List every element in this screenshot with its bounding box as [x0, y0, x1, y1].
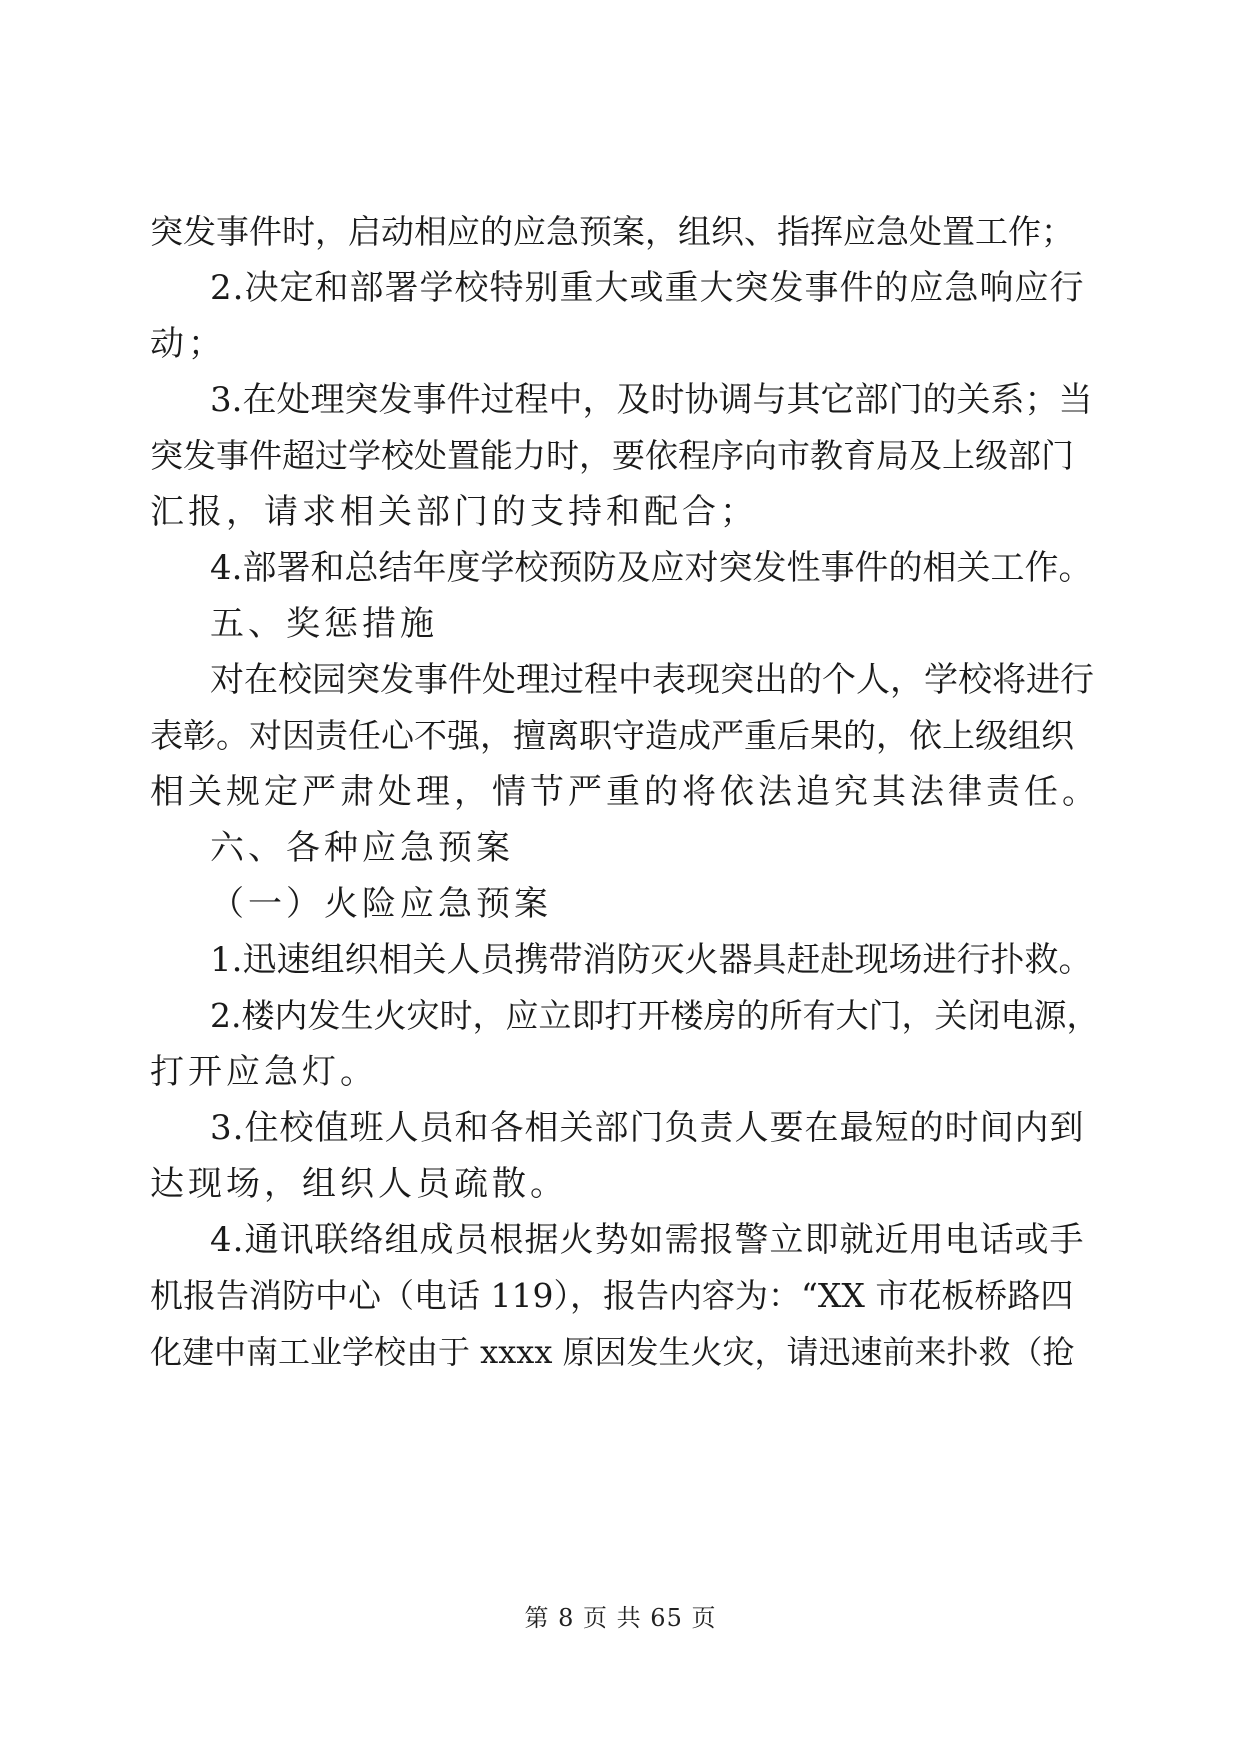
body-line-10: 表彰。对因责任心不强，擅离职守造成严重后果的，依上级组织 [150, 716, 1074, 755]
page-number-footer: 第 8 页 共 65 页 [524, 1604, 717, 1632]
section-heading-6: 六、各种应急预案 [210, 828, 514, 868]
body-line-11: 相关规定严肃处理，情节严重的将依法追究其法律责任。 [150, 772, 1100, 812]
body-line-16: 打开应急灯。 [150, 1052, 378, 1092]
body-line-3: 动； [150, 324, 226, 364]
body-line-19: 4.通讯联络组成员根据火势如需报警立即就近用电话或手 [210, 1220, 1085, 1260]
body-line-17: 3.住校值班人员和各相关部门负责人要在最短的时间内到 [210, 1108, 1085, 1148]
body-line-1: 突发事件时，启动相应的应急预案，组织、指挥应急处置工作； [150, 212, 1074, 251]
body-line-5: 突发事件超过学校处置能力时，要依程序向市教育局及上级部门 [150, 436, 1074, 475]
body-line-6: 汇报，请求相关部门的支持和配合； [150, 492, 758, 532]
body-line-21: 化建中南工业学校由于 xxxx 原因发生火灾，请迅速前来扑救（抢 [150, 1333, 1075, 1371]
body-line-2: 2.决定和部署学校特别重大或重大突发事件的应急响应行 [210, 268, 1085, 308]
body-line-15: 2.楼内发生火灾时，应立即打开楼房的所有大门，关闭电源， [210, 996, 1100, 1035]
body-line-14: 1.迅速组织相关人员携带消防灭火器具赶赴现场进行扑救。 [210, 940, 1093, 980]
body-line-18: 达现场，组织人员疏散。 [150, 1164, 568, 1204]
section-heading-5: 五、奖惩措施 [210, 604, 438, 644]
body-line-20: 机报告消防中心（电话 119），报告内容为：“XX 市花板桥路四 [150, 1276, 1074, 1315]
body-line-7: 4.部署和总结年度学校预防及应对突发性事件的相关工作。 [210, 548, 1093, 588]
subsection-heading-1: （一）火险应急预案 [210, 884, 552, 924]
body-line-4: 3.在处理突发事件过程中，及时协调与其它部门的关系；当 [210, 380, 1093, 420]
body-line-9: 对在校园突发事件处理过程中表现突出的个人，学校将进行 [210, 660, 1094, 700]
